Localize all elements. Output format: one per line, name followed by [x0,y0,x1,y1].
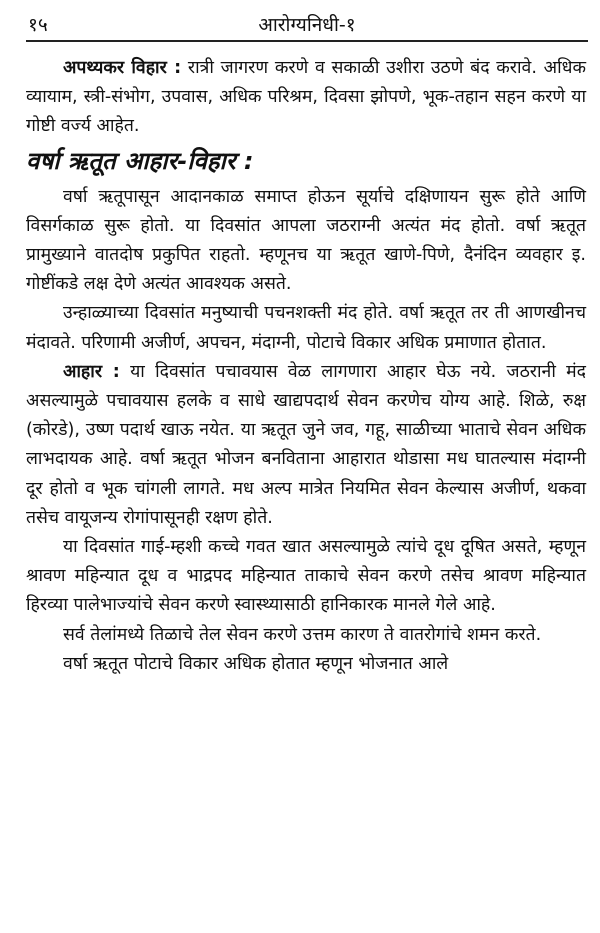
paragraph-text: रात्री जागरण करणे व सकाळी उशीरा उठणे बंद करावे. अधिक व्यायाम, स्त्री-संभोग, उपवास, अधिक परिश्रम, दिवसा झोपणे, भूक-तहान सहन करणे या गोष्टी वर्ज्य आहेत. [26,58,586,137]
paragraph: सर्व तेलांमध्ये तिळाचे तेल सेवन करणे उत्तम कारण ते वातरोगांचे शमन करते. [62,624,542,645]
page-body [26,54,586,679]
section-heading: वर्षा ऋतूत आहार-विहार : [26,146,254,175]
run-in-heading: अपथ्यकर विहार : [62,58,182,78]
paragraph-apathyakar-vihar [26,54,586,142]
running-title: आरोग्यनिधी-१ [258,14,356,36]
paragraph: या दिवसांत गाई-म्हशी कच्चे गवत खात असल्यामुळे त्यांचे दूध दूषित असते, म्हणून श्रावण महिन्यात दूध व भाद्रपद महिन्यात ताकाचे सेवन करणे तसेच श्रावण महिन्यात हिरव्या पालेभाज्यांचे सेवन करणे स्वास्थ्यासाठी हानिकारक मानले गेले आहे. [26,537,586,616]
paragraph-text: या दिवसांत पचावयास वेळ लागणारा आहार घेऊ नये. जठरानी मंद असल्यामुळे पचावयास हलके व साधे खाद्यपदार्थ सेवन करणेच योग्य आहे. शिळे, रुक्ष (कोरडे), उष्ण पदार्थ खाऊ नयेत. या ऋतूत जुने जव, गहू, साळीच्या भाताचे सेवन अधिक लाभदायक आहे. वर्षा ऋतूत भोजन बनविताना आहारात थोडासा मध घातल्यास मंदाग्नी दूर होतो व भूक चांगली लागते. मध अल्प मात्रेत नियमित सेवन केल्यास अजीर्ण, थकवा तसेच वायूजन्य रोगांपासूनही रक्षण होते. [26,361,586,528]
page-number: १५ [28,14,48,36]
paragraph-ahar [26,358,586,533]
paragraph: वर्षा ऋतूपासून आदानकाळ समाप्त होऊन सूर्याचे दक्षिणायन सुरू होते आणि विसर्गकाळ सुरू होतो. या दिवसांत आपला जठराग्नी अत्यंत मंद होतो. वर्षा ऋतूत प्रामुख्याने वातदोष प्रकुपित राहतो. म्हणूनच या ऋतूत खाणे-पिणे, दैनंदिन व्यवहार इ. गोष्टींकडे लक्ष देणे अत्यंत आवश्यक असते. [26,186,586,295]
page-header [28,8,586,38]
paragraph: उन्हाळ्याच्या दिवसांत मनुष्याची पचनशक्ती मंद होते. वर्षा ऋतूत तर ती आणखीनच मंदावते. परिणामी अजीर्ण, अपचन, मंदाग्नी, पोटाचे विकार अधिक प्रमाणात होतात. [26,303,586,353]
run-in-heading: आहार : [62,361,120,382]
header-rule [26,40,588,42]
paragraph: वर्षा ऋतूत पोटाचे विकार अधिक होतात म्हणून भोजनात आले [62,653,449,674]
